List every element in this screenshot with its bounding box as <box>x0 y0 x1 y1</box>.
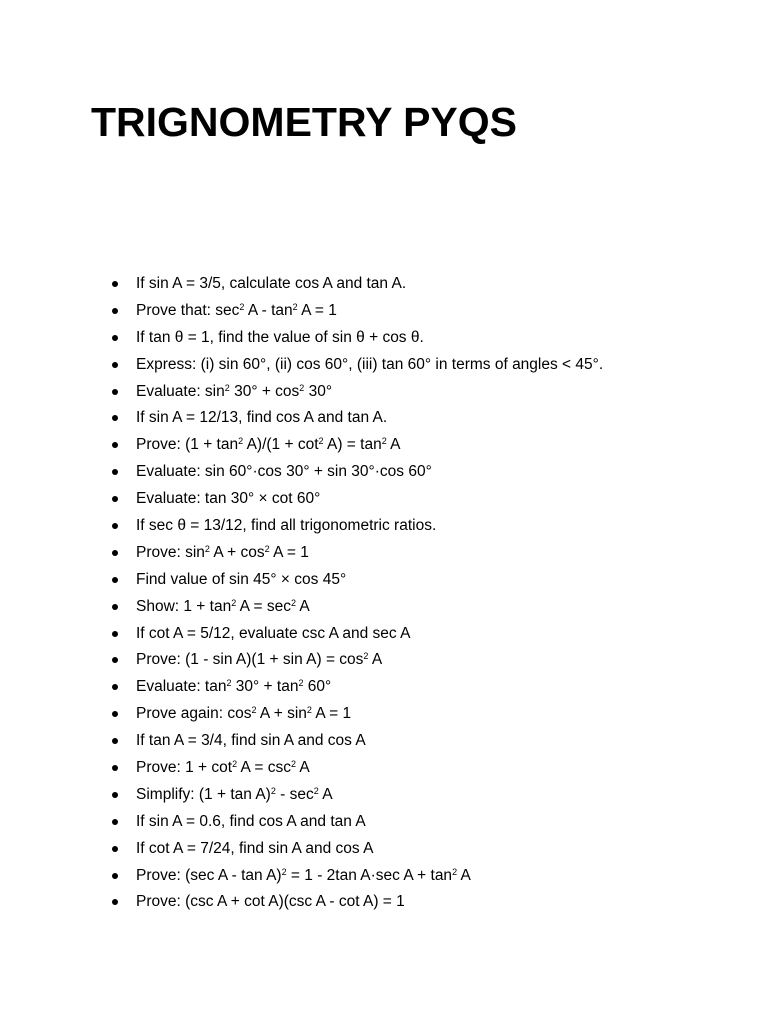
bullet-icon <box>112 442 118 448</box>
question-item <box>112 405 752 432</box>
question-list <box>112 271 752 916</box>
question-text: A = 1 <box>311 705 352 723</box>
question-item <box>112 594 752 621</box>
superscript: 2 <box>264 543 270 554</box>
question-text: If sin A = 12/13, find cos A and tan A. <box>136 409 388 427</box>
question-text: Prove: 1 + cot <box>136 759 233 777</box>
question-text: A = csc <box>237 759 291 777</box>
bullet-icon <box>112 899 118 905</box>
question-text: A - tan <box>244 301 293 319</box>
bullet-icon <box>112 738 118 744</box>
bullet-icon <box>112 389 118 395</box>
question-text: Evaluate: tan <box>136 678 227 696</box>
bullet-icon <box>112 765 118 771</box>
question-item <box>112 782 752 809</box>
question-text: Prove: (1 - sin A)(1 + sin A) = cos <box>136 651 364 669</box>
question-text: A <box>368 651 383 669</box>
question-item <box>112 432 752 459</box>
superscript: 2 <box>306 705 312 716</box>
superscript: 2 <box>298 678 304 689</box>
question-text: A)/(1 + cot <box>243 436 319 454</box>
superscript: 2 <box>238 436 244 447</box>
page-title: TRIGNOMETRY PYQS <box>91 99 517 145</box>
bullet-icon <box>112 684 118 690</box>
question-text: A + cos <box>209 543 265 561</box>
question-item <box>112 674 752 701</box>
superscript: 2 <box>318 436 324 447</box>
question-item <box>112 513 752 540</box>
bullet-icon <box>112 308 118 314</box>
question-text: Prove: (csc A + cot A)(csc A - cot A) = 1 <box>136 893 405 911</box>
bullet-icon <box>112 873 118 879</box>
question-text: A <box>386 436 401 454</box>
question-text: Prove again: cos <box>136 705 252 723</box>
superscript: 2 <box>226 678 232 689</box>
question-text: A <box>295 597 310 615</box>
superscript: 2 <box>270 785 276 796</box>
superscript: 2 <box>204 543 210 554</box>
question-item <box>112 728 752 755</box>
question-text: Prove: (sec A - tan A) <box>136 866 282 884</box>
superscript: 2 <box>299 382 305 393</box>
bullet-icon <box>112 281 118 287</box>
question-text: If tan A = 3/4, find sin A and cos A <box>136 732 366 750</box>
bullet-icon <box>112 415 118 421</box>
question-text: If sin A = 0.6, find cos A and tan A <box>136 812 366 830</box>
superscript: 2 <box>281 866 287 877</box>
superscript: 2 <box>251 705 257 716</box>
question-text: 30° + tan <box>231 678 299 696</box>
question-text: - sec <box>275 785 314 803</box>
superscript: 2 <box>231 597 237 608</box>
bullet-icon <box>112 792 118 798</box>
question-item <box>112 567 752 594</box>
question-text: = 1 - 2tan A·sec A + tan <box>286 866 453 884</box>
bullet-icon <box>112 819 118 825</box>
superscript: 2 <box>290 597 296 608</box>
question-text: Find value of sin 45° × cos 45° <box>136 570 347 588</box>
question-item <box>112 352 752 379</box>
question-text: Prove: sin <box>136 543 205 561</box>
question-text: If tan θ = 1, find the value of sin θ + cos θ. <box>136 328 424 346</box>
bullet-icon <box>112 523 118 529</box>
superscript: 2 <box>452 866 458 877</box>
question-item <box>112 809 752 836</box>
bullet-icon <box>112 846 118 852</box>
question-text: If sin A = 3/5, calculate cos A and tan A. <box>136 275 407 292</box>
question-item <box>112 647 752 674</box>
question-text: A = 1 <box>297 301 337 319</box>
superscript: 2 <box>313 785 319 796</box>
bullet-icon <box>112 469 118 475</box>
question-text: A <box>318 785 333 803</box>
bullet-icon <box>112 496 118 502</box>
superscript: 2 <box>232 759 238 770</box>
question-item <box>112 836 752 863</box>
superscript: 2 <box>363 651 369 662</box>
question-text: If sec θ = 13/12, find all trigonometric ratios. <box>136 517 437 535</box>
question-text: 30° + cos <box>229 382 300 400</box>
bullet-icon <box>112 604 118 610</box>
bullet-icon <box>112 711 118 717</box>
question-item <box>112 271 752 298</box>
bullet-icon <box>112 362 118 368</box>
question-text: A = 1 <box>269 543 309 561</box>
question-text: Show: 1 + tan <box>136 597 232 615</box>
bullet-icon <box>112 631 118 637</box>
bullet-icon <box>112 335 118 341</box>
question-text: Express: (i) sin 60°, (ii) cos 60°, (iii) tan 60° in terms of angles < 45°. <box>136 355 604 373</box>
superscript: 2 <box>290 759 296 770</box>
question-item <box>112 540 752 567</box>
question-text: Prove that: sec <box>136 301 240 319</box>
question-item <box>112 325 752 352</box>
question-item <box>112 459 752 486</box>
superscript: 2 <box>292 301 298 312</box>
question-item <box>112 486 752 513</box>
question-item <box>112 889 752 916</box>
question-text: A + sin <box>256 705 307 723</box>
question-text: If cot A = 5/12, evaluate csc A and sec A <box>136 624 411 642</box>
question-text: If cot A = 7/24, find sin A and cos A <box>136 839 374 857</box>
question-text: Evaluate: tan 30° × cot 60° <box>136 490 321 508</box>
superscript: 2 <box>381 436 387 447</box>
question-text: Prove: (1 + tan <box>136 436 239 454</box>
question-text: Evaluate: sin <box>136 382 225 400</box>
question-text: A <box>457 866 471 884</box>
question-text: 30° <box>304 382 333 400</box>
bullet-icon <box>112 550 118 556</box>
question-text: A) = tan <box>323 436 382 454</box>
question-item <box>112 298 752 325</box>
question-text: 60° <box>303 678 332 696</box>
question-text: A = sec <box>236 597 291 615</box>
bullet-icon <box>112 577 118 583</box>
question-item <box>112 379 752 406</box>
question-item <box>112 755 752 782</box>
question-text: Simplify: (1 + tan A) <box>136 785 271 803</box>
question-text: A <box>295 759 310 777</box>
question-item <box>112 863 752 890</box>
question-text: Evaluate: sin 60°·cos 30° + sin 30°·cos 60° <box>136 463 432 481</box>
question-item <box>112 701 752 728</box>
superscript: 2 <box>224 382 230 393</box>
superscript: 2 <box>239 301 245 312</box>
bullet-icon <box>112 657 118 663</box>
question-item <box>112 621 752 648</box>
